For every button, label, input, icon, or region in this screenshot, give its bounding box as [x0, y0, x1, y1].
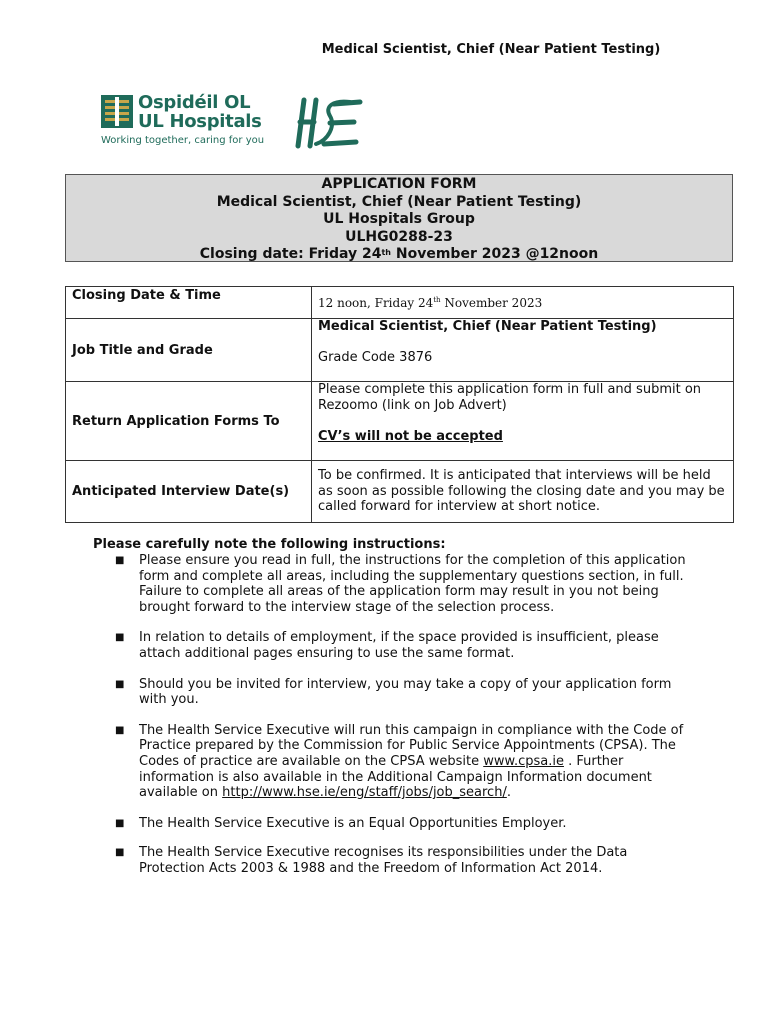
return-forms-value [312, 382, 734, 461]
table-row [66, 319, 734, 382]
instructions-heading: Please carefully note the following instructions: [93, 537, 446, 552]
banner-reference: ULHG0288-23 [345, 228, 453, 245]
interview-dates-value: To be confirmed. It is anticipated that interviews will be held as soon as possible following the closing date and you may be called forward for interview at short notice. [312, 461, 734, 523]
closing-date-value: 12 noon, Friday 24th November 2023 [312, 287, 734, 319]
return-forms-label: Return Application Forms To [66, 382, 312, 461]
cpsa-link[interactable]: www.cpsa.ie [483, 753, 564, 769]
job-title-text: Medical Scientist, Chief (Near Patient Testing) [318, 319, 657, 334]
job-grade-text: Grade Code 3876 [318, 350, 433, 365]
list-item: ■ Please ensure you read in full, the instructions for the completion of this application form and complete all areas, including the supplementary questions section, in full. Failure to complete all areas of the application form may result in you not being brought forward to the interview stage of the selection process. [115, 553, 686, 615]
table-row [66, 287, 734, 319]
banner-job-title: Medical Scientist, Chief (Near Patient Testing) [216, 193, 582, 210]
ul-logo-english-name: UL Hospitals [138, 111, 262, 132]
bullet-icon: ■ [115, 724, 125, 736]
ul-logo-irish-name: Ospidéil OL [138, 92, 251, 113]
job-title-value [312, 319, 734, 382]
banner-group: UL Hospitals Group [323, 211, 475, 228]
bullet-icon: ■ [115, 632, 125, 644]
interview-dates-label: Anticipated Interview Date(s) [66, 461, 312, 523]
bullet-icon: ■ [115, 817, 125, 829]
list-item: ■ The Health Service Executive is an Equal Opportunities Employer. [115, 815, 567, 831]
bullet-icon: ■ [115, 847, 125, 859]
return-instructions-text: Please complete this application form in full and submit on Rezoomo (link on Job Advert) [318, 382, 702, 413]
bullet-icon: ■ [115, 678, 125, 690]
cv-not-accepted-note: CV’s will not be accepted [318, 429, 503, 445]
table-row [66, 382, 734, 461]
banner-closing-date: Closing date: Friday 24th November 2023 @12noon [199, 246, 599, 263]
list-item: ■ Should you be invited for interview, you may take a copy of your application form with you. [115, 676, 672, 708]
hse-logo-icon [290, 96, 364, 150]
ul-logo-tagline: Working together, caring for you [101, 135, 265, 146]
table-row [66, 461, 734, 523]
instructions-section [93, 537, 693, 877]
application-form-banner [65, 174, 733, 262]
hse-job-search-link[interactable]: http://www.hse.ie/eng/staff/jobs/job_search/ [222, 785, 507, 801]
ul-hospitals-mark-icon [101, 95, 133, 128]
list-item: ■ The Health Service Executive recognises its responsibilities under the Data Protection Acts 2003 & 1988 and the Freedom of Information Act 2014. [115, 845, 628, 876]
job-info-table [65, 286, 734, 523]
list-item: ■ The Health Service Executive will run this campaign in compliance with the Code of Practice prepared by the Commission for Public Service Appointments (CPSA). The Codes of practice are available on the CPSA website www.cpsa.ie . Further information is also available in the Additional Campaign Information document available on http://www.hse.ie/eng/staff/jobs/job_search/. [115, 722, 684, 801]
list-item: ■ In relation to details of employment, if the space provided is insufficient, please attach additional pages ensuring to use the same format. [115, 630, 659, 661]
instructions-list [93, 553, 693, 877]
closing-date-label: Closing Date & Time [66, 287, 312, 319]
ul-hospitals-logo [101, 93, 271, 153]
job-title-label: Job Title and Grade [66, 319, 312, 382]
banner-form-title: APPLICATION FORM [321, 176, 477, 192]
bullet-icon: ■ [115, 555, 125, 566]
page-header-title: Medical Scientist, Chief (Near Patient Testing) [321, 42, 661, 57]
